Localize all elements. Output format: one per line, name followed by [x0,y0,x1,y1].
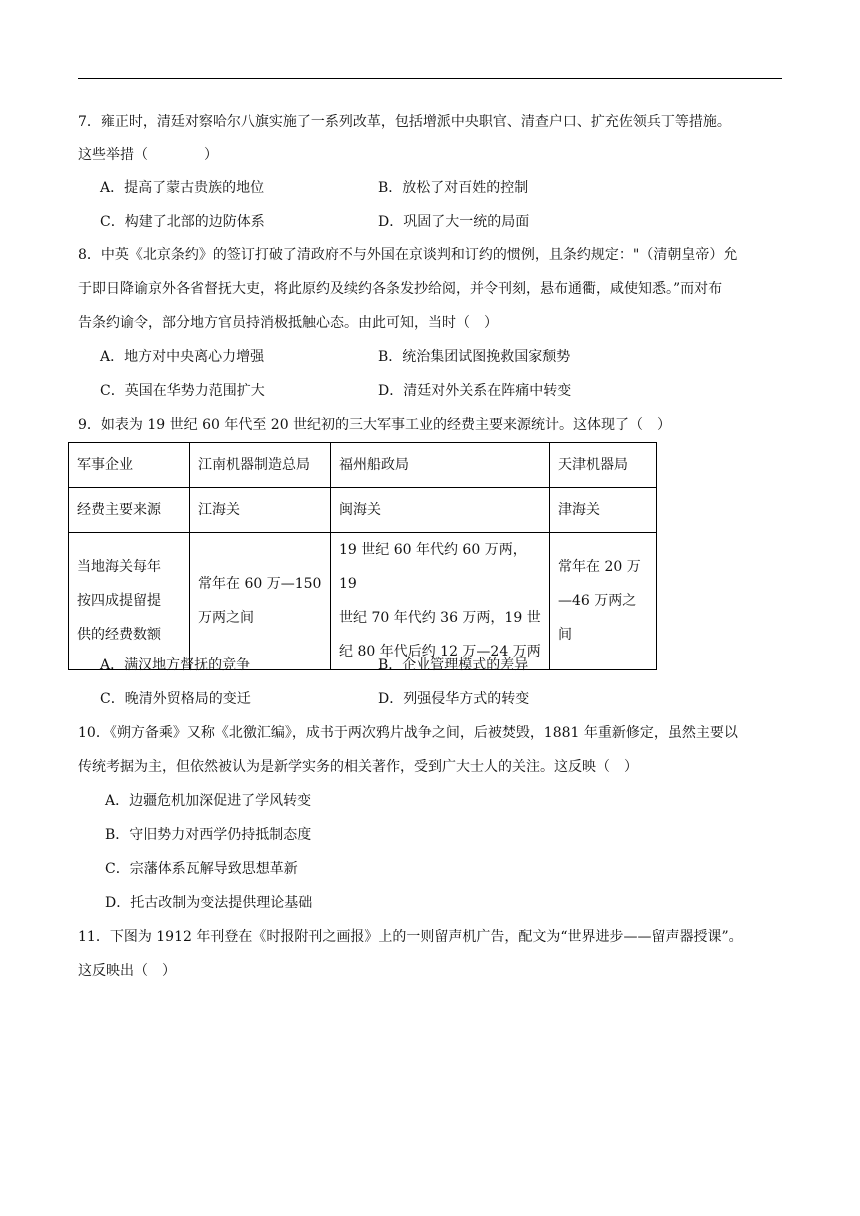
q7-option-b: B．放松了对百姓的控制 [378,180,529,196]
cell-line: 常年在 20 万 [558,559,641,575]
table-cell [190,533,331,670]
q11-stem-line-2: 这反映出（ ） [78,963,176,979]
q9-option-b: B．企业管理模式的差异 [378,657,529,673]
q10-option-b: B．守旧势力对西学仍持抵制态度 [105,827,312,843]
cell-line: 常年在 60 万—150 [198,576,322,592]
q10-stem-line-1: 10．《朔方备乘》又称《北徼汇编》，成书于两次鸦片战争之间，后被焚毁，1881 年重新修定，虽然主要以 [78,725,738,741]
q7-option-d: D．巩固了大一统的局面 [378,214,530,230]
header-rule [78,78,782,79]
military-industry-funding-table [68,442,657,673]
table-cell [331,533,550,673]
table-cell [550,533,657,670]
q7-option-a: A．提高了蒙古贵族的地位 [100,180,265,196]
q7-option-c: C．构建了北部的边防体系 [100,214,265,230]
q9-stem-line-1: 9．如表为 19 世纪 60 年代至 20 世纪初的三大军事工业的经费主要来源统计。这体现了（ ） [78,417,672,433]
q10-stem-line-2: 传统考据为主，但依然被认为是新学实务的相关著作，受到广大士人的关注。这反映（ ） [78,759,638,775]
table-cell: 天津机器局 [550,443,657,488]
q11-stem-line-1: 11．下图为 1912 年刊登在《时报附刊之画报》上的一则留声机广告，配文为“世界进步——留声器授课”。 [78,929,743,945]
cell-line: 万两之间 [198,610,254,626]
q8-stem-line-1: 8．中英《北京条约》的签订打破了清政府不与外国在京谈判和订约的惯例，且条约规定："（清朝皇帝）允 [78,247,738,263]
table-cell: 江南机器制造总局 [190,443,331,488]
q7-stem-line-2: 这些举措（ ） [78,147,218,163]
q9-option-c: C．晚清外贸格局的变迁 [100,691,251,707]
cell-line: —46 万两之 [558,593,637,609]
q10-option-d: D．托古改制为变法提供理论基础 [105,895,313,911]
table-row [69,488,657,533]
q10-option-a: A．边疆危机加深促进了学风转变 [105,793,312,809]
q8-option-b: B．统治集团试图挽救国家颓势 [378,349,571,365]
table-cell: 军事企业 [69,443,190,488]
table-cell [69,533,190,670]
q8-option-a: A．地方对中央离心力增强 [100,349,265,365]
q8-option-d: D．清廷对外关系在阵痛中转变 [378,383,572,399]
q7-stem-line-1: 7．雍正时，清廷对察哈尔八旗实施了一系列改革，包括增派中央职官、清查户口、扩充佐领兵丁等措施。 [78,114,731,130]
cell-line: 间 [558,627,572,643]
q8-stem-line-2: 于即日降谕京外各省督抚大吏，将此原约及续约各条发抄给阅，并令刊刻，悬布通衢，咸使知悉。”而对布 [78,281,723,297]
cell-line: 按四成提留提 [77,593,161,609]
q9-option-d: D．列强侵华方式的转变 [378,691,530,707]
q8-option-c: C．英国在华势力范围扩大 [100,383,265,399]
cell-line: 世纪 70 年代约 36 万两，19 世 [339,610,541,626]
q10-option-c: C．宗藩体系瓦解导致思想革新 [105,861,298,877]
table-cell: 津海关 [550,488,657,533]
q8-stem-line-3: 告条约谕令，部分地方官员持消极抵触心态。由此可知，当时（ ） [78,315,498,331]
table-cell: 经费主要来源 [69,488,190,533]
cell-line: 纪 80 年代后约 12 万—24 万两 [339,644,541,660]
q9-option-a: A．满汉地方督抚的竞争 [100,657,251,673]
cell-line: 供的经费数额 [77,627,161,643]
cell-line: 19 世纪 60 年代约 60 万两，19 [339,542,527,592]
cell-line: 当地海关每年 [77,559,161,575]
table-row [69,533,657,670]
table-row [69,443,657,488]
table-cell: 闽海关 [331,488,550,533]
table-cell: 福州船政局 [331,443,550,488]
table-cell: 江海关 [190,488,331,533]
